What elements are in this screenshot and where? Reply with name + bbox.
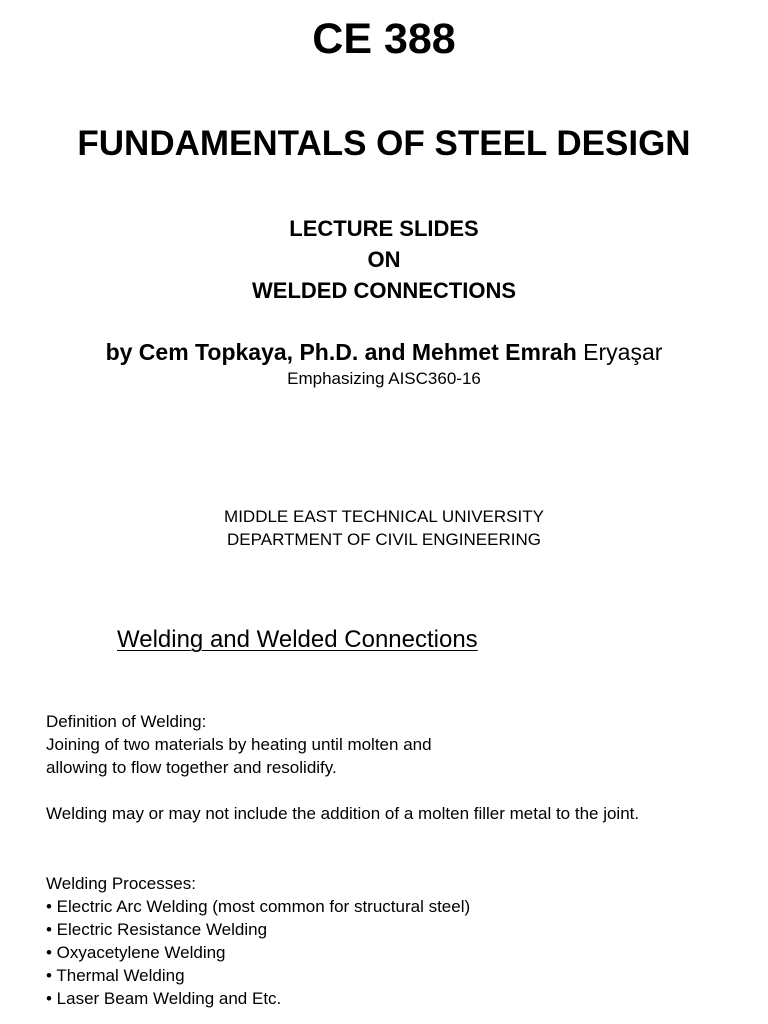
lecture-subtitle (0, 213, 768, 306)
definition-line: allowing to flow together and resolidify. (46, 758, 337, 777)
course-title: FUNDAMENTALS OF STEEL DESIGN (77, 124, 691, 163)
definition-line: Joining of two materials by heating until molten and (46, 735, 432, 754)
list-item: • Electric Arc Welding (most common for structural steel) (46, 897, 471, 916)
filler-note: Welding may or may not include the addition of a molten filler metal to the joint. (46, 804, 640, 823)
university-name: MIDDLE EAST TECHNICAL UNIVERSITY (224, 507, 544, 526)
processes-block (46, 872, 746, 1010)
definition-label: Definition of Welding: (46, 712, 207, 731)
list-item: • Oxyacetylene Welding (46, 943, 226, 962)
course-code: CE 388 (312, 15, 456, 63)
list-item: • Laser Beam Welding and Etc. (46, 989, 282, 1008)
lecture-line: LECTURE SLIDES (289, 216, 479, 241)
authors-line (0, 337, 768, 367)
processes-label: Welding Processes: (46, 874, 196, 893)
list-item: • Electric Resistance Welding (46, 920, 268, 939)
section-heading: Welding and Welded Connections (117, 626, 478, 653)
institution-block (0, 505, 768, 551)
lecture-line: WELDED CONNECTIONS (252, 278, 516, 303)
authors-last-name: Eryaşar (583, 339, 663, 365)
authors-bold: by Cem Topkaya, Ph.D. and Mehmet Emrah (105, 339, 577, 365)
list-item: • Thermal Welding (46, 966, 185, 985)
lecture-line: ON (367, 247, 401, 272)
emphasis-note: Emphasizing AISC360-16 (287, 369, 481, 388)
department-name: DEPARTMENT OF CIVIL ENGINEERING (227, 530, 541, 549)
definition-block (46, 710, 746, 779)
